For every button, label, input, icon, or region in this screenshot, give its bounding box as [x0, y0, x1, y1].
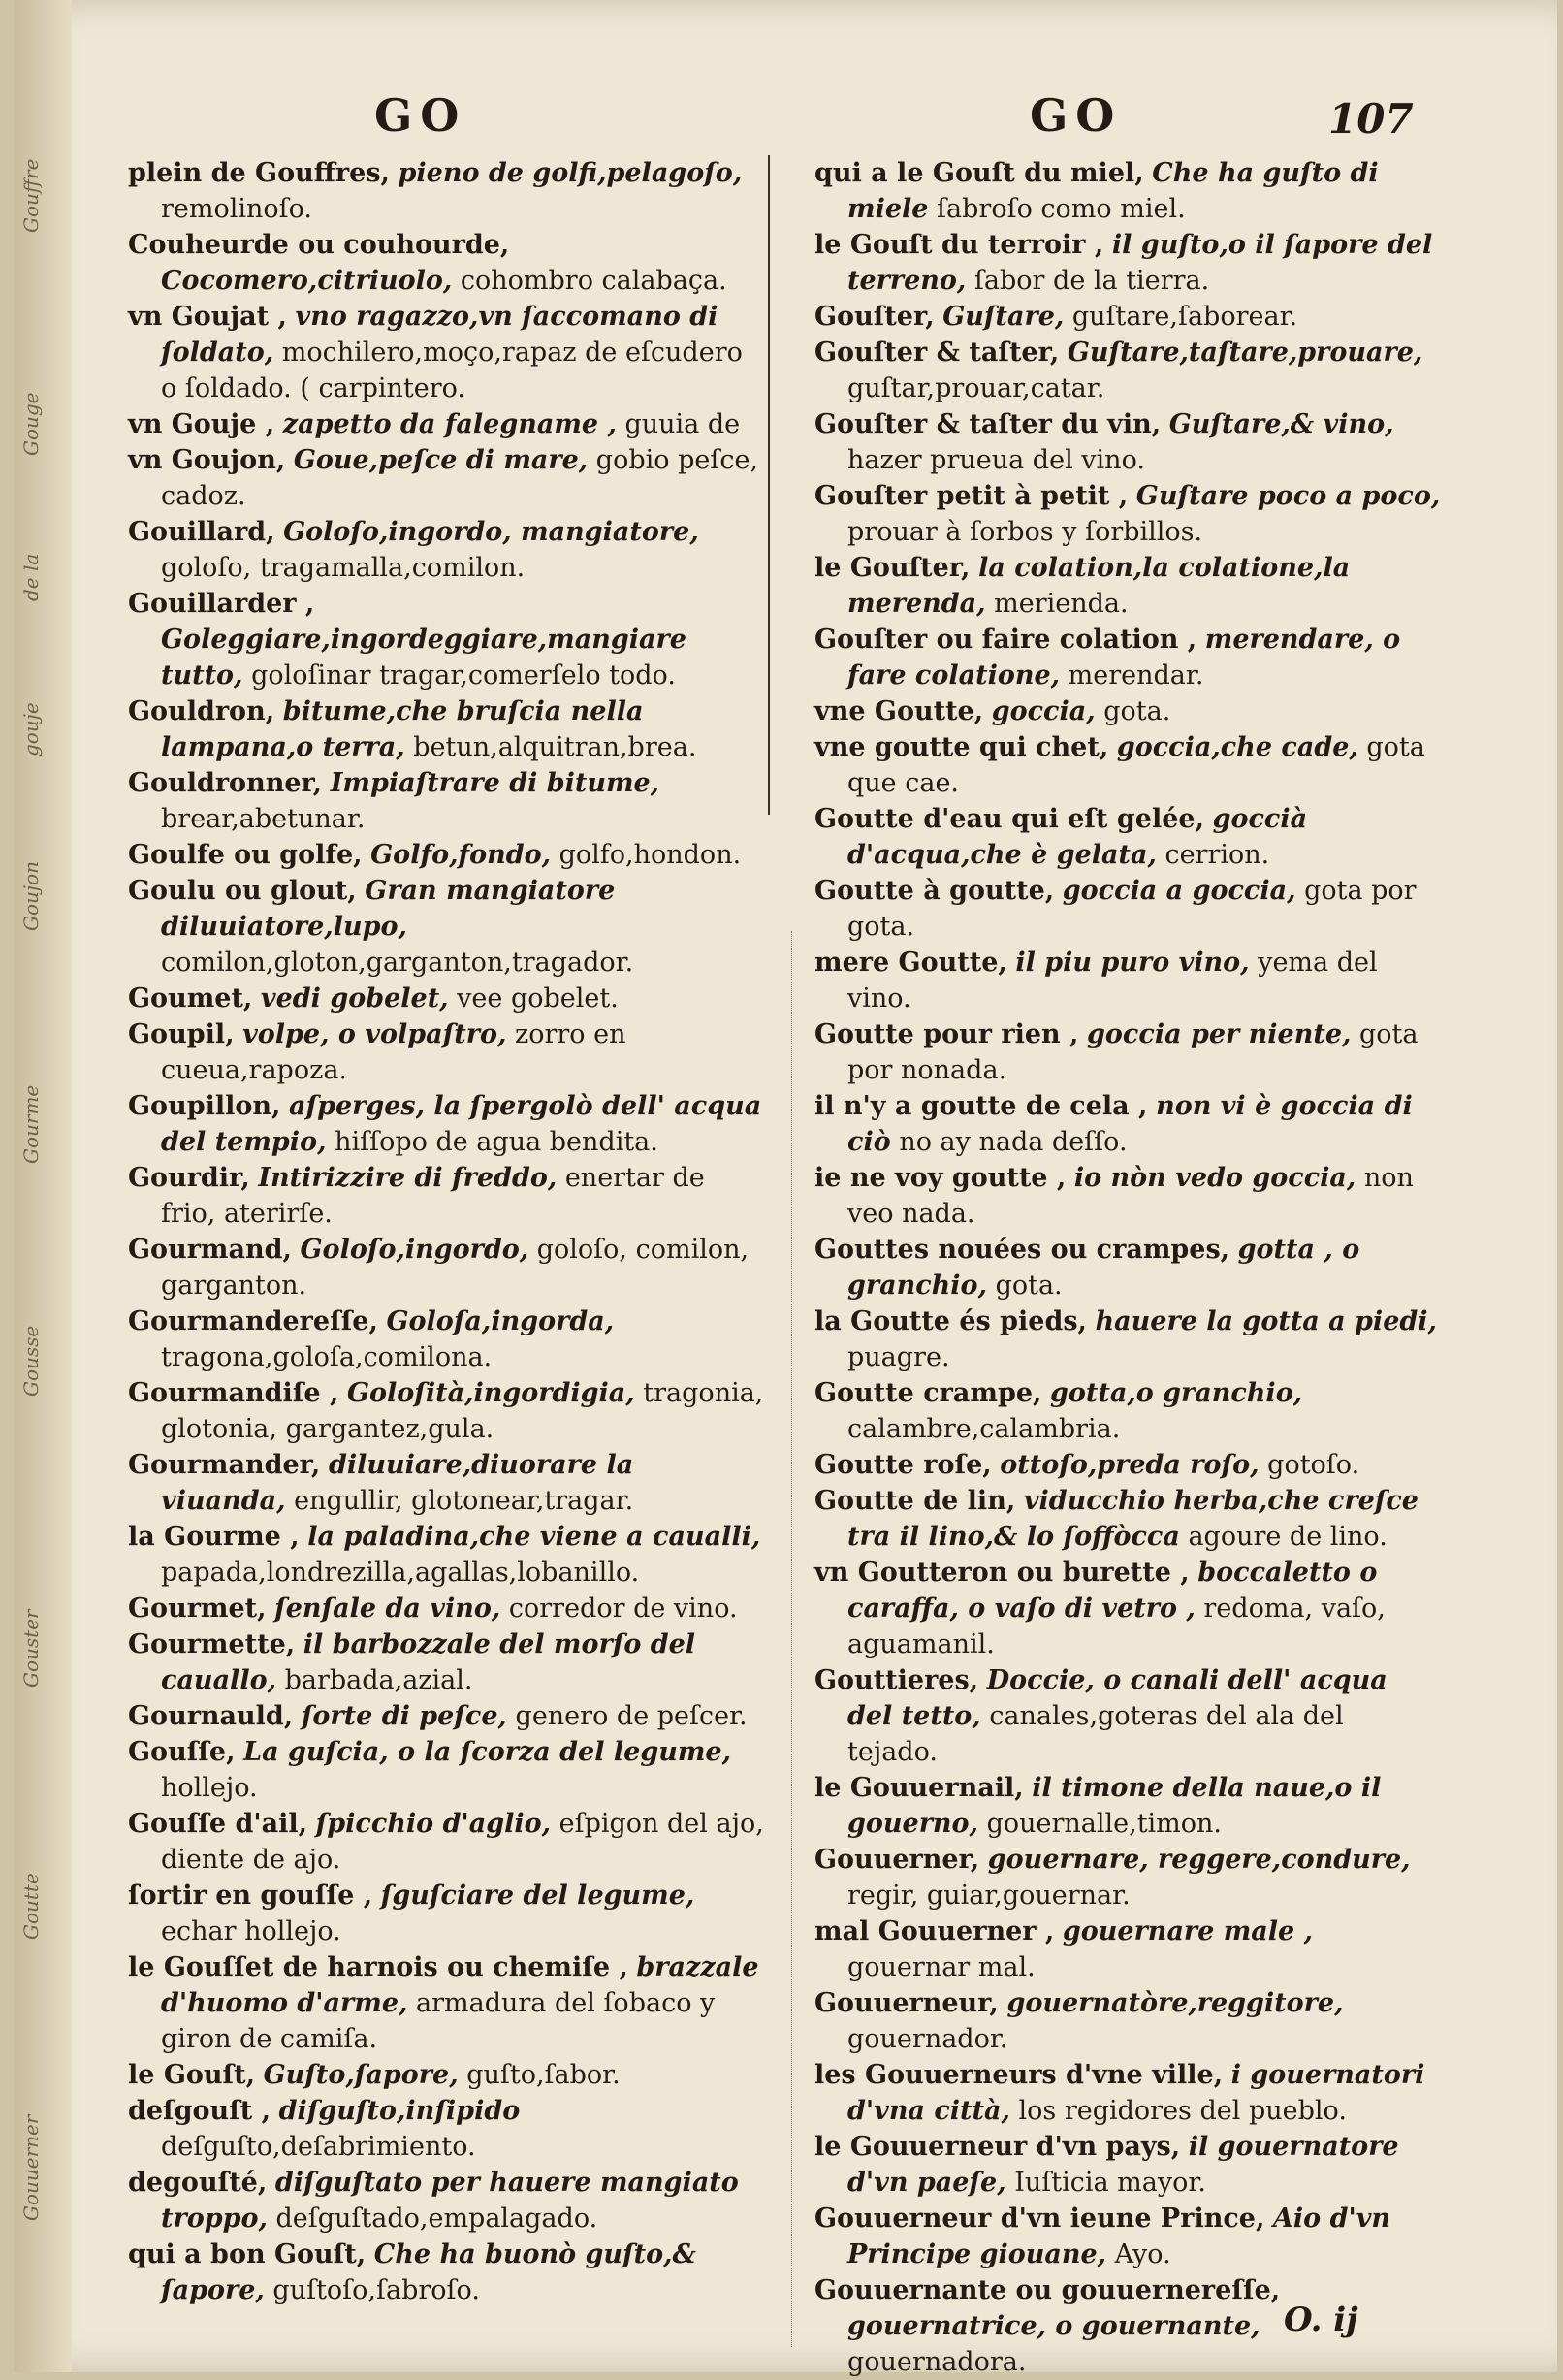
dictionary-entry	[128, 406, 764, 442]
headword: Gouuerneur,	[814, 1988, 999, 2018]
dictionary-entry	[128, 155, 764, 227]
italian-gloss: gouernatòre,reggitore,	[1006, 1988, 1344, 2018]
dictionary-entry	[814, 1985, 1441, 2057]
spanish-gloss: gobio peſce, cadoz.	[161, 445, 759, 511]
dictionary-entry	[128, 1949, 764, 2057]
dictionary-entry	[128, 873, 764, 981]
dictionary-entry	[128, 1519, 764, 1591]
italian-gloss: non vi è goccia di ciò	[847, 1091, 1413, 1157]
dictionary-entry	[128, 981, 764, 1016]
dictionary-entry	[814, 1662, 1441, 1770]
spanish-gloss: tragonia, glotonia, gargantez,gula.	[161, 1378, 764, 1444]
headword: vn Goujat ,	[128, 302, 287, 332]
running-head-left: GO	[374, 89, 467, 142]
headword: les Gouuerneurs d'vne ville,	[814, 2060, 1224, 2090]
right-column	[782, 155, 1441, 2380]
dictionary-entry	[128, 2165, 764, 2236]
dictionary-entry	[128, 837, 764, 873]
spanish-gloss: cohombro calabaça.	[460, 266, 727, 296]
italian-gloss: la colation,la colatione,la merenda,	[847, 553, 1351, 619]
margin-note: gouje	[19, 702, 43, 756]
italian-gloss: ſorte di peſce,	[301, 1701, 507, 1731]
italian-gloss: bitume,che bruſcia nella lampana,o terra,	[161, 696, 644, 762]
column-divider	[768, 155, 770, 815]
headword: Gourmander,	[128, 1450, 321, 1480]
margin-note: Gouster	[19, 1609, 43, 1688]
spanish-gloss: gouernalle,timon.	[986, 1809, 1223, 1839]
italian-gloss: pieno de golfi,pelagoſo,	[398, 158, 743, 188]
headword: Gouſter petit à petit ,	[814, 481, 1129, 511]
dictionary-entry	[814, 1447, 1441, 1483]
headword: Gourmandiſe ,	[128, 1378, 339, 1408]
dictionary-entry	[128, 1016, 764, 1088]
italian-gloss: Goue,peſce di mare,	[293, 445, 589, 475]
spanish-gloss: enertar de frio, aterirſe.	[161, 1163, 705, 1229]
italian-gloss: Goloſo,ingordo,	[300, 1235, 529, 1265]
italian-gloss: goccia a goccia,	[1062, 876, 1296, 906]
italian-gloss: goccià d'acqua,che è gelata,	[847, 804, 1308, 870]
headword: Goumet,	[128, 983, 253, 1013]
spanish-gloss: gotoſo.	[1267, 1450, 1360, 1480]
spanish-gloss: canales,goteras del ala del tejado.	[847, 1701, 1344, 1767]
headword: Gourdir,	[128, 1163, 250, 1193]
spanish-gloss: puagre.	[847, 1342, 950, 1372]
spanish-gloss: corredor de vino.	[508, 1593, 738, 1624]
headword: Gouſter ou faire colation ,	[814, 625, 1197, 655]
spanish-gloss: genero de peſcer.	[515, 1701, 748, 1731]
spanish-gloss: deſguſtado,empalagado.	[275, 2203, 598, 2234]
italian-gloss: diſguſtato per hauere mangiato troppo,	[161, 2168, 739, 2234]
italian-gloss: i gouernatori d'vna città,	[847, 2060, 1425, 2126]
dictionary-entry	[128, 1806, 764, 1878]
headword: Gouttes nouées ou crampes,	[814, 1235, 1230, 1265]
headword: le Gouuernail,	[814, 1773, 1024, 1803]
italian-gloss: Guſtare,	[942, 302, 1065, 332]
headword: le Gouſter,	[814, 553, 971, 583]
spanish-gloss: Ayo.	[1114, 2239, 1171, 2269]
headword: qui a le Gouſt du miel,	[814, 158, 1144, 188]
book-page	[14, 0, 1557, 2377]
italian-gloss: Intirizzire di freddo,	[258, 1163, 558, 1193]
dictionary-entry	[814, 873, 1441, 945]
spanish-gloss: no ay nada deſſo.	[899, 1127, 1128, 1157]
headword: Goutte crampe,	[814, 1378, 1042, 1408]
margin-note: Gouuerner	[19, 2114, 43, 2221]
spanish-gloss: tragona,goloſa,comilona.	[161, 1342, 493, 1372]
spanish-gloss: eſpigon del ajo, diente de ajo.	[161, 1809, 764, 1875]
italian-gloss: Guſtare,& vino,	[1168, 409, 1394, 439]
dictionary-entry	[814, 801, 1441, 873]
page-number: 107	[1328, 95, 1414, 143]
dictionary-entry	[128, 442, 764, 514]
headword: la Gourme ,	[128, 1522, 300, 1552]
italian-gloss: diluuiare,diuorare la viuanda,	[161, 1450, 634, 1516]
dictionary-entry	[814, 1555, 1441, 1662]
spanish-gloss: zorro en cueua,rapoza.	[161, 1019, 626, 1085]
headword: plein de Gouffres,	[128, 158, 390, 188]
italian-gloss: diſguſto,inſipido	[278, 2096, 521, 2126]
headword: Gourmandereſſe,	[128, 1306, 378, 1336]
italian-gloss: Goloſità,ingordigia,	[346, 1378, 635, 1408]
italian-gloss: goccia,	[991, 696, 1096, 726]
italian-gloss: La guſcia, o la ſcorza del legume,	[243, 1737, 731, 1767]
headword: ſortir en gouſſe ,	[128, 1881, 373, 1911]
headword: Goulu ou glout,	[128, 876, 357, 906]
italian-gloss: Cocomero,citriuolo,	[161, 266, 453, 296]
dictionary-entry	[128, 1878, 764, 1949]
spanish-gloss: guuia de	[624, 409, 741, 439]
dictionary-entry	[128, 2057, 764, 2093]
margin-note: Goutte	[19, 1873, 43, 1940]
italian-gloss: Che ha guſto di miele	[847, 158, 1379, 224]
headword: vne goutte qui chet,	[814, 732, 1109, 762]
headword: Goutte de lin,	[814, 1486, 1016, 1516]
italian-gloss: goccia per niente,	[1087, 1019, 1352, 1049]
headword: ie ne voy goutte ,	[814, 1163, 1067, 1193]
dictionary-entry	[128, 1303, 764, 1375]
dictionary-entry	[128, 1088, 764, 1160]
spanish-gloss: gouernadora.	[847, 2347, 1027, 2377]
italian-gloss: Guſtare,taſtare,prouare,	[1067, 338, 1423, 368]
headword: le Gouſt du terroir ,	[814, 230, 1104, 260]
spanish-gloss: los regidores del pueblo.	[1018, 2096, 1347, 2126]
headword: la Goutte és pieds,	[814, 1306, 1087, 1336]
italian-gloss: gotta,o granchio,	[1050, 1378, 1303, 1408]
headword: Goutte roſe,	[814, 1450, 992, 1480]
headword: Goupil,	[128, 1019, 235, 1049]
italian-gloss: Impiaſtrare di bitume,	[330, 768, 660, 798]
spanish-gloss: gota.	[995, 1270, 1063, 1301]
margin-gutter	[14, 0, 72, 2372]
spanish-gloss: merienda.	[994, 589, 1129, 619]
headword: le Gouſt,	[128, 2060, 256, 2090]
headword: Gouuerneur d'vn ieune Prince,	[814, 2203, 1265, 2234]
spanish-gloss: ſabor de la tierra.	[973, 266, 1210, 296]
headword: Goulfe ou golfe,	[128, 840, 363, 870]
headword: vne Goutte,	[814, 696, 984, 726]
dictionary-entry	[814, 1914, 1441, 1985]
headword: vn Goujon,	[128, 445, 286, 475]
headword: le Gouſſet de harnois ou chemiſe ,	[128, 1952, 628, 1982]
headword: degouſté,	[128, 2168, 268, 2198]
spanish-gloss: goloſo, comilon, garganton.	[161, 1235, 750, 1301]
spanish-gloss: calambre,calambria.	[847, 1414, 1121, 1444]
spanish-gloss: deſguſto,deſabrimiento.	[161, 2132, 476, 2162]
spanish-gloss: yema del vino.	[847, 948, 1378, 1013]
dictionary-entry	[814, 1232, 1441, 1303]
italian-gloss: Golfo,fondo,	[370, 840, 552, 870]
dictionary-entry	[814, 1160, 1441, 1232]
headword: vn Goutteron ou burette ,	[814, 1558, 1190, 1588]
spanish-gloss: redoma, vaſo, aguamanil.	[847, 1593, 1386, 1659]
dictionary-entry	[128, 2236, 764, 2308]
spanish-gloss: guſtare,ſaborear.	[1071, 302, 1298, 332]
spanish-gloss: gota que cae.	[847, 732, 1425, 798]
margin-note: Gourme	[19, 1084, 43, 1164]
dictionary-entry	[814, 406, 1441, 478]
italian-gloss: Goloſo,ingordo, mangiatore,	[283, 517, 699, 547]
spanish-gloss: Iuſticia mayor.	[1014, 2168, 1206, 2198]
headword: Gouſſe,	[128, 1737, 236, 1767]
spanish-gloss: mochilero,moço,rapaz de eſcudero o ſoldado. ( carpintero.	[161, 338, 743, 403]
headword: Couheurde ou couhourde,	[128, 230, 510, 260]
headword: deſgouſt ,	[128, 2096, 271, 2126]
dictionary-entry	[814, 155, 1441, 227]
dictionary-entry	[128, 2093, 764, 2165]
dictionary-entry	[128, 765, 764, 837]
headword: Gouttieres,	[814, 1665, 979, 1695]
headword: Gouldron,	[128, 696, 275, 726]
italian-gloss: il timone della naue,o il gouerno,	[847, 1773, 1382, 1839]
italian-gloss: ſenſale da vino,	[274, 1593, 501, 1624]
italian-gloss: gouernatrice, o gouernante,	[847, 2311, 1260, 2341]
spanish-gloss: golfo,hondon.	[558, 840, 742, 870]
headword: Gourmet,	[128, 1593, 267, 1624]
dictionary-entry	[814, 550, 1441, 622]
running-head-right: GO	[1030, 89, 1123, 142]
dictionary-entry	[814, 299, 1441, 335]
headword: Gourmette,	[128, 1629, 296, 1659]
spanish-gloss: guſto,ſabor.	[466, 2060, 621, 2090]
italian-gloss: ottoſo,preda roſo,	[1000, 1450, 1260, 1480]
headword: Goupillon,	[128, 1091, 281, 1121]
dictionary-entry	[128, 1591, 764, 1626]
spanish-gloss: papada,londrezilla,agallas,lobanillo.	[161, 1558, 640, 1588]
margin-note: Gouge	[19, 392, 43, 456]
headword: Goutte pour rien ,	[814, 1019, 1079, 1049]
dictionary-entry	[128, 1375, 764, 1447]
italian-gloss: vedi gobelet,	[260, 983, 449, 1013]
dictionary-entry	[814, 2057, 1441, 2129]
italian-gloss: goccia,che cade,	[1116, 732, 1358, 762]
spanish-gloss: guſtar,prouar,catar.	[847, 373, 1105, 403]
spanish-gloss: remolinoſo.	[161, 194, 313, 224]
spanish-gloss: agoure de lino.	[1188, 1522, 1388, 1552]
dictionary-entry	[814, 1303, 1441, 1375]
dictionary-entry	[814, 1483, 1441, 1555]
spanish-gloss: comilon,gloton,garganton,tragador.	[161, 948, 634, 978]
spanish-gloss: cerrion.	[1164, 840, 1270, 870]
spanish-gloss: non veo nada.	[847, 1163, 1414, 1229]
headword: mal Gouuerner ,	[814, 1916, 1055, 1946]
italian-gloss: il barbozzale del morſo del cauallo,	[161, 1629, 696, 1695]
dictionary-entry	[814, 945, 1441, 1016]
spanish-gloss: regir, guiar,gouernar.	[847, 1881, 1131, 1911]
italian-gloss: ſpicchio d'aglio,	[315, 1809, 552, 1839]
italian-gloss: aſperges, la ſpergolò dell' acqua del tempio,	[161, 1091, 762, 1157]
italian-gloss: Gran mangiatore diluuiatore,lupo,	[161, 876, 616, 942]
headword: Gouſter & taſter,	[814, 338, 1060, 368]
italian-gloss: gouernare, reggere,condure,	[987, 1845, 1411, 1875]
margin-note: Gousse	[19, 1325, 43, 1397]
italian-gloss: Guſto,ſapore,	[263, 2060, 459, 2090]
italian-gloss: la paladina,che viene a caualli,	[307, 1522, 761, 1552]
dictionary-entry	[814, 1016, 1441, 1088]
spanish-gloss: gota por nonada.	[847, 1019, 1419, 1085]
dictionary-entry	[128, 1447, 764, 1519]
spanish-gloss: gouernar mal.	[847, 1952, 1036, 1982]
dictionary-entry	[128, 1734, 764, 1806]
italian-gloss: gouernare male ,	[1062, 1916, 1314, 1946]
dictionary-entry	[814, 335, 1441, 406]
spanish-gloss: barbada,azial.	[284, 1665, 473, 1695]
italian-gloss: vno ragazzo,vn ſaccomano di ſoldato,	[161, 302, 718, 368]
spanish-gloss: betun,alquitran,brea.	[413, 732, 697, 762]
margin-note: de la	[19, 553, 43, 601]
italian-gloss: hauere la gotta a piedi,	[1095, 1306, 1437, 1336]
spanish-gloss: goloſo, tragamalla,comilon.	[161, 553, 526, 583]
dictionary-entry	[814, 227, 1441, 299]
dictionary-entry	[128, 1232, 764, 1303]
headword: Gouillard,	[128, 517, 275, 547]
spanish-gloss: vee gobelet.	[457, 983, 619, 1013]
dictionary-entry	[128, 514, 764, 586]
dictionary-entry	[814, 622, 1441, 693]
dictionary-entry	[814, 478, 1441, 550]
headword: le Gouuerneur d'vn pays,	[814, 2132, 1181, 2162]
italian-gloss: merendare, o fare colatione,	[847, 625, 1401, 691]
italian-gloss: brazzale d'huomo d'arme,	[161, 1952, 759, 2018]
headword: Gournauld,	[128, 1701, 294, 1731]
dictionary-entry	[128, 1698, 764, 1734]
left-column	[95, 155, 764, 2308]
italian-gloss: il gouernatore d'vn paeſe,	[847, 2132, 1399, 2198]
dictionary-entry	[814, 2129, 1441, 2201]
spanish-gloss: merendar.	[1068, 660, 1204, 691]
headword: Gouldronner,	[128, 768, 323, 798]
italian-gloss: Goloſa,ingorda,	[386, 1306, 615, 1336]
headword: Gouſter & taſter du vin,	[814, 409, 1162, 439]
spanish-gloss: hollejo.	[161, 1773, 258, 1803]
spanish-gloss: brear,abetunar.	[161, 804, 366, 834]
spanish-gloss: gota por gota.	[847, 876, 1417, 942]
dictionary-entry	[814, 1770, 1441, 1842]
spanish-gloss: echar hollejo.	[161, 1916, 341, 1946]
headword: qui a bon Gouſt,	[128, 2239, 367, 2269]
dictionary-entry	[128, 693, 764, 765]
italian-gloss: viducchio herba,che creſce tra il lino,& lo ſoffòcca	[847, 1486, 1419, 1552]
italian-gloss: Guſtare poco a poco,	[1135, 481, 1441, 511]
margin-note: Goujon	[19, 860, 43, 931]
headword: il n'y a goutte de cela ,	[814, 1091, 1148, 1121]
italian-gloss: Aio d'vn Principe giouane,	[847, 2203, 1391, 2269]
headword: Goutte d'eau qui eſt gelée,	[814, 804, 1204, 834]
dictionary-entry	[814, 1842, 1441, 1914]
spanish-gloss: engullir, glotonear,tragar.	[294, 1486, 634, 1516]
headword: Gouillarder ,	[128, 589, 315, 619]
italian-gloss: ſguſciare del legume,	[380, 1881, 695, 1911]
spanish-gloss: ſabroſo como miel.	[937, 194, 1186, 224]
catchword: O. ij	[1284, 2300, 1358, 2339]
margin-note: Gouffre	[19, 158, 43, 233]
dictionary-entry	[814, 729, 1441, 801]
headword: Gouuerner,	[814, 1845, 980, 1875]
spanish-gloss: armadura del ſobaco y giron de camiſa.	[161, 1988, 716, 2054]
dictionary-entry	[128, 227, 764, 299]
italian-gloss: Che ha buonò guſto,& ſapore,	[161, 2239, 696, 2305]
italian-gloss: boccaletto o caraffa, o vaſo di vetro ,	[847, 1558, 1378, 1624]
dictionary-entry	[128, 586, 764, 693]
italian-gloss: Goleggiare,ingordeggiare,mangiare tutto,	[161, 625, 686, 691]
spanish-gloss: goloſinar tragar,comerſelo todo.	[251, 660, 676, 691]
italian-gloss: volpe, o volpaſtro,	[242, 1019, 507, 1049]
dictionary-entry	[814, 1375, 1441, 1447]
spanish-gloss: gouernador.	[847, 2024, 1008, 2054]
headword: Goutte à goutte,	[814, 876, 1055, 906]
headword: Gouſter,	[814, 302, 935, 332]
dictionary-entry	[814, 693, 1441, 729]
italian-gloss: il piu puro vino,	[1015, 948, 1250, 978]
dictionary-entry	[814, 2201, 1441, 2272]
headword: vn Gouje ,	[128, 409, 275, 439]
italian-gloss: Doccie, o canali dell' acqua del tetto,	[847, 1665, 1388, 1731]
spanish-gloss: guſtoſo,ſabroſo.	[272, 2275, 480, 2305]
headword: mere Goutte,	[814, 948, 1007, 978]
headword: Gouuernante ou gouuernereſſe,	[814, 2275, 1281, 2305]
headword: Gourmand,	[128, 1235, 292, 1265]
headword: Gouſſe d'ail,	[128, 1809, 308, 1839]
spanish-gloss: hiſſopo de agua bendita.	[335, 1127, 658, 1157]
spanish-gloss: hazer prueua del vino.	[847, 445, 1145, 475]
dictionary-entry	[128, 1160, 764, 1232]
italian-gloss: io nòn vedo goccia,	[1073, 1163, 1356, 1193]
spanish-gloss: prouar à ſorbos y ſorbillos.	[847, 517, 1203, 547]
italian-gloss: gotta , o granchio,	[847, 1235, 1360, 1301]
italian-gloss: il guſto,o il ſapore del terreno,	[847, 230, 1433, 296]
dictionary-entry	[128, 299, 764, 406]
dictionary-entry	[814, 1088, 1441, 1160]
italian-gloss: zapetto da falegname ,	[282, 409, 617, 439]
spanish-gloss: gota.	[1103, 696, 1171, 726]
dictionary-entry	[128, 1626, 764, 1698]
